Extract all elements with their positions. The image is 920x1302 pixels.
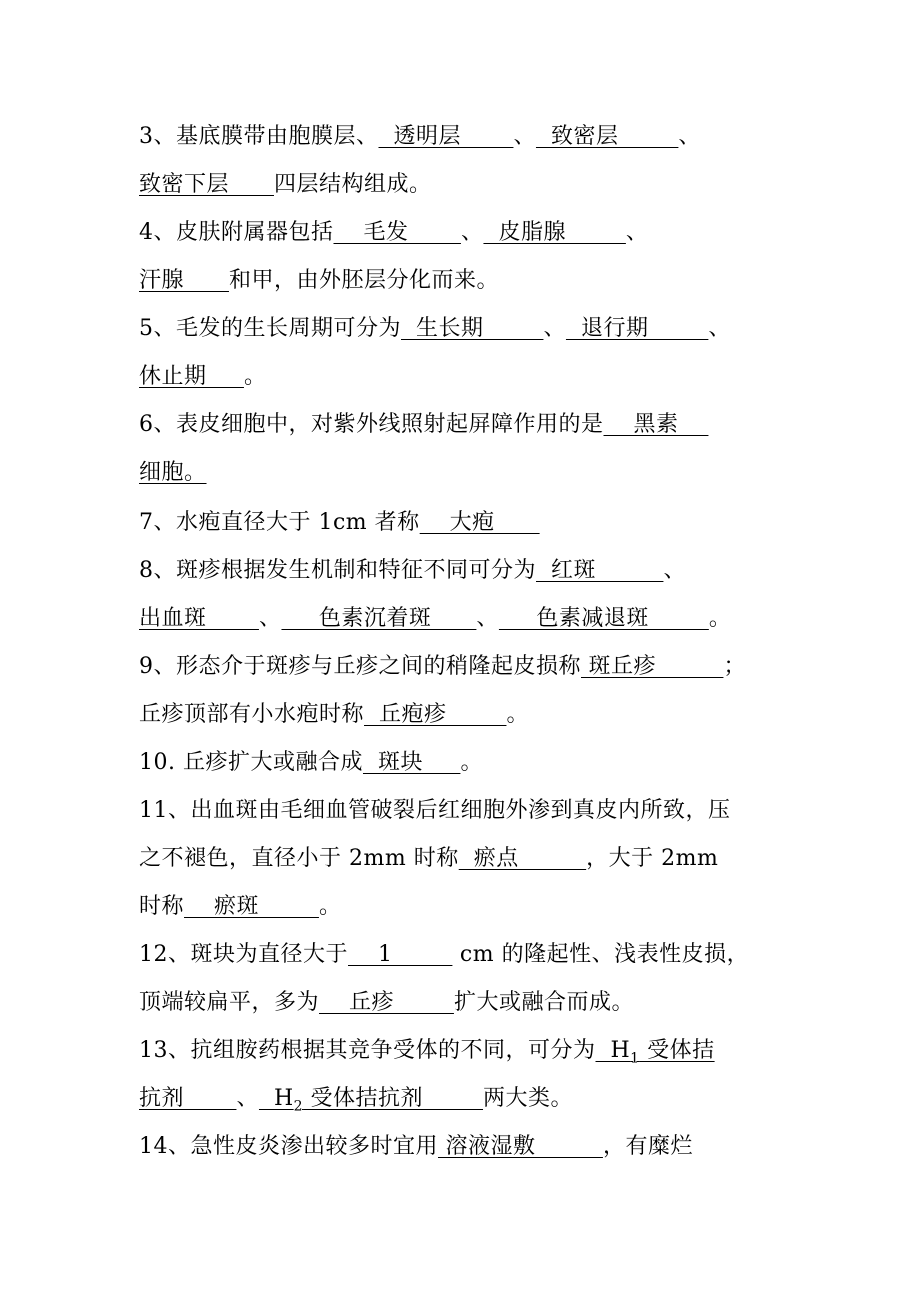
- answer-blank: 1: [348, 942, 453, 967]
- question-text: ，有糜烂: [602, 1134, 693, 1159]
- answer-blank: 致密层: [535, 124, 679, 149]
- answer-blank: 红斑: [536, 558, 664, 583]
- answer-blank: 抗剂: [139, 1086, 237, 1111]
- question-text: 。: [506, 702, 529, 727]
- question-text: 、: [513, 124, 536, 149]
- question-text: 扩大或融合而成。: [453, 990, 634, 1015]
- question-text: 9、形态介于斑疹与丘疹之间的稍隆起皮损称: [139, 654, 581, 679]
- answer-blank: 透明层: [378, 124, 514, 149]
- text-line: [139, 940, 749, 970]
- question-text: 、: [663, 558, 686, 583]
- text-line: [139, 700, 529, 730]
- answer-blank: 溶液湿敷: [438, 1134, 603, 1159]
- answer-blank: 受体拮抗剂: [303, 1086, 484, 1111]
- question-text: 顶端较扁平，多为: [139, 990, 320, 1015]
- answer-blank: 退行期: [565, 316, 709, 341]
- text-line: [139, 458, 207, 488]
- question-text: 12、斑块为直径大于: [139, 942, 348, 967]
- text-line: [139, 604, 731, 634]
- question-text: 、: [258, 606, 282, 631]
- answer-blank: 受体拮: [639, 1038, 715, 1063]
- question-text: 6、表皮细胞中，对紫外线照射起屏障作用的是: [139, 412, 604, 437]
- answer-blank: 斑丘疹: [581, 654, 724, 679]
- answer-blank: 瘀点: [458, 846, 587, 871]
- answer-blank: [293, 1086, 304, 1115]
- question-text: 11、出血斑由毛细血管破裂后红细胞外渗到真皮内所致，压: [139, 798, 731, 823]
- question-text: 时称: [139, 894, 185, 919]
- answer-blank: 斑块: [362, 750, 461, 775]
- question-text: 。: [243, 364, 267, 389]
- question-text: 14、急性皮炎渗出较多时宜用: [139, 1134, 438, 1159]
- text-line: [139, 218, 648, 248]
- answer-blank: 汗腺: [139, 268, 229, 293]
- text-line: [139, 314, 731, 344]
- question-text: 丘疹顶部有小水疱时称: [139, 702, 365, 727]
- answer-blank: 瘀斑: [184, 894, 319, 919]
- answer-blank: 致密下层: [139, 172, 274, 197]
- question-text: 5、毛发的生长周期可分为: [139, 316, 401, 341]
- question-text: 、: [708, 316, 731, 341]
- answer-blank: 色素沉着斑: [281, 606, 477, 631]
- question-text: 、: [543, 316, 566, 341]
- question-text: 。: [708, 606, 732, 631]
- question-text: 四层结构组成。: [273, 172, 432, 197]
- question-text: 10. 丘疹扩大或融合成: [139, 750, 363, 775]
- question-text: 、: [625, 220, 649, 245]
- text-line: [139, 122, 701, 152]
- subscript: 1: [630, 1050, 640, 1067]
- text-line: [139, 988, 634, 1018]
- answer-blank: 色素减退斑: [498, 606, 709, 631]
- question-text: 4、皮肤附属器包括: [139, 220, 334, 245]
- question-text: 。: [460, 750, 483, 775]
- text-line: [139, 170, 431, 200]
- text-line: [139, 796, 731, 826]
- answer-blank: 皮脂腺: [483, 220, 626, 245]
- question-text: 、: [476, 606, 499, 631]
- answer-blank: 黑素: [603, 412, 709, 437]
- question-text: 7、水疱直径大于 1cm 者称: [139, 510, 420, 535]
- text-line: [139, 892, 341, 922]
- question-text: 3、基底膜带由胞膜层、: [139, 124, 379, 149]
- text-line: [139, 508, 540, 538]
- question-text: cm 的隆起性、浅表性皮损，: [452, 942, 750, 967]
- question-text: 、: [460, 220, 484, 245]
- answer-blank: 细胞。: [139, 460, 207, 485]
- answer-blank: [630, 1038, 640, 1067]
- subscript: 2: [293, 1098, 304, 1115]
- text-line: [139, 556, 686, 586]
- answer-blank: 丘疹: [319, 990, 454, 1015]
- text-line: [139, 1036, 715, 1066]
- answer-blank: H: [258, 1086, 294, 1111]
- text-line: [139, 652, 746, 682]
- question-text: 、: [236, 1086, 259, 1111]
- text-line: [139, 1084, 573, 1114]
- answer-blank: 大疱: [419, 510, 540, 535]
- question-text: 、: [678, 124, 701, 149]
- question-text: 之不褪色，直径小于 2mm 时称: [139, 846, 459, 871]
- question-text: 8、斑疹根据发生机制和特征不同可分为: [139, 558, 536, 583]
- text-line: [139, 362, 266, 392]
- text-line: [139, 748, 483, 778]
- question-text: 两大类。: [483, 1086, 574, 1111]
- question-text: 。: [318, 894, 342, 919]
- answer-blank: 毛发: [333, 220, 461, 245]
- answer-blank: 丘疱疹: [364, 702, 507, 727]
- text-line: [139, 266, 499, 296]
- text-line: [139, 844, 718, 874]
- question-text: ；: [723, 654, 746, 679]
- question-text: ，大于 2mm: [586, 846, 719, 871]
- answer-blank: H: [595, 1038, 631, 1063]
- question-text: 和甲，由外胚层分化而来。: [228, 268, 499, 293]
- answer-blank: 休止期: [139, 364, 244, 389]
- text-line: [139, 410, 708, 440]
- question-text: 13、抗组胺药根据其竞争受体的不同，可分为: [139, 1038, 596, 1063]
- answer-blank: 生长期: [401, 316, 544, 341]
- text-line: [139, 1132, 693, 1162]
- answer-blank: 出血斑: [139, 606, 259, 631]
